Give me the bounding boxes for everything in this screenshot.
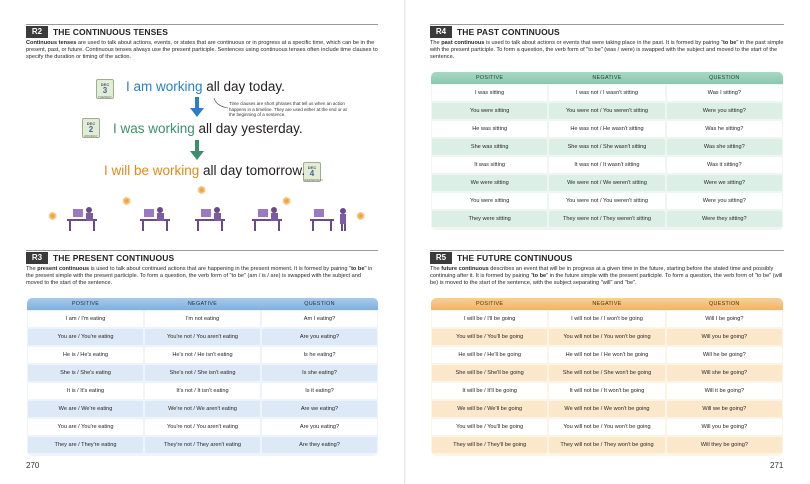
table-cell: She will be / She'll be going — [432, 365, 547, 381]
table-cell: Are you eating? — [262, 329, 377, 345]
table-cell: Will it be going? — [667, 383, 782, 399]
table-row — [431, 120, 783, 138]
table-row — [27, 328, 378, 346]
table-cell: Are we eating? — [262, 401, 377, 417]
table-row — [431, 382, 783, 400]
column-header: POSITIVE — [71, 301, 100, 307]
table-cell: I was not / I wasn't sitting — [549, 85, 664, 101]
office-worker-icon — [138, 205, 176, 231]
table-cell: They're not / They aren't eating — [145, 437, 260, 453]
section-r3 — [26, 250, 378, 288]
table-cell: You were sitting — [432, 103, 547, 119]
table-header — [27, 298, 378, 310]
table-cell: You were not / You weren't sitting — [549, 193, 664, 209]
arrow-down-icon — [190, 140, 204, 162]
table-cell: We will not be / We won't be going — [549, 401, 664, 417]
section-intro: The past continuous is used to talk about actions or events that were taking place in the past. It is formed by pairing "to be" in the past simple with the present participle. To form a question, the verb form of "to be" (was / were) is swapped with the subject and moved to the start of the sentence. — [430, 40, 784, 61]
table-cell: Will he be going? — [667, 347, 782, 363]
table-row — [27, 364, 378, 382]
page-number-right: 271 — [770, 461, 784, 470]
table-cell: She was sitting — [432, 139, 547, 155]
column-header: NEGATIVE — [187, 301, 218, 307]
page-number-left: 270 — [26, 461, 40, 470]
table-cell: We will be / We'll be going — [432, 401, 547, 417]
table-row — [431, 328, 783, 346]
table-cell: She was not / She wasn't sitting — [549, 139, 664, 155]
calendar-icon: DEC 3 TUESDAY — [96, 79, 114, 99]
table-row — [431, 156, 783, 174]
sun-icon: ✺ — [197, 185, 207, 197]
column-header: POSITIVE — [476, 75, 504, 81]
section-header — [430, 24, 784, 38]
time-clause-note: Time clauses are short phrases that tell us when an action happens in a timeline. They are used either at the end or at the beginning of a sentence. — [229, 101, 347, 117]
table-cell: He was not / He wasn't sitting — [549, 121, 664, 137]
table-cell: You will not be / You won't be going — [549, 419, 664, 435]
table-cell: Will we be going? — [667, 401, 782, 417]
table-cell: She's not / She isn't eating — [145, 365, 260, 381]
table-cell: I am / I'm eating — [28, 311, 143, 327]
table-row — [27, 436, 378, 454]
present-continuous-table — [27, 298, 378, 456]
table-cell: We were not / We weren't sitting — [549, 175, 664, 191]
table-cell: It will be / It'll be going — [432, 383, 547, 399]
table-row — [431, 346, 783, 364]
table-row — [431, 210, 783, 228]
section-code: R4 — [430, 26, 452, 38]
office-worker-icon — [250, 205, 288, 231]
table-row — [431, 364, 783, 382]
table-cell: Was she sitting? — [667, 139, 782, 155]
table-cell: It will not be / It won't be going — [549, 383, 664, 399]
table-cell: I was sitting — [432, 85, 547, 101]
table-header — [431, 72, 783, 84]
table-header — [431, 298, 783, 310]
table-cell: It was not / It wasn't sitting — [549, 157, 664, 173]
section-header — [430, 250, 784, 264]
sun-icon: ✺ — [122, 196, 132, 208]
table-cell: I will not be / I won't be going — [549, 311, 664, 327]
table-cell: Were you sitting? — [667, 193, 782, 209]
table-cell: It is / It's eating — [28, 383, 143, 399]
table-row — [431, 310, 783, 328]
sun-icon: ✺ — [282, 196, 292, 208]
section-title: THE CONTINUOUS TENSES — [53, 27, 168, 37]
table-cell: Were you sitting? — [667, 103, 782, 119]
table-cell: We were sitting — [432, 175, 547, 191]
table-cell: They will be / They'll be going — [432, 437, 547, 453]
table-cell: Were they sitting? — [667, 211, 782, 227]
column-header: QUESTION — [709, 301, 740, 307]
sun-icon: ✺ — [356, 211, 366, 223]
table-cell: Is he eating? — [262, 347, 377, 363]
table-cell: Was it sitting? — [667, 157, 782, 173]
section-header — [26, 24, 378, 38]
table-row — [27, 346, 378, 364]
section-r2 — [26, 24, 378, 62]
table-row — [27, 310, 378, 328]
table-cell: I'm not eating — [145, 311, 260, 327]
table-cell: She is / She's eating — [28, 365, 143, 381]
section-code: R5 — [430, 252, 452, 264]
table-cell: Was I sitting? — [667, 85, 782, 101]
sun-icon: ✺ — [48, 211, 58, 223]
table-cell: They are / They're eating — [28, 437, 143, 453]
table-cell: Will I be going? — [667, 311, 782, 327]
table-cell: Are you eating? — [262, 419, 377, 435]
future-continuous-table — [431, 298, 783, 456]
table-cell: Will she be going? — [667, 365, 782, 381]
table-cell: Is it eating? — [262, 383, 377, 399]
table-cell: You will be / You'll be going — [432, 419, 547, 435]
table-cell: You're not / You aren't eating — [145, 329, 260, 345]
table-cell: We are / We're eating — [28, 401, 143, 417]
table-cell: He will not be / He won't be going — [549, 347, 664, 363]
table-cell: Were we sitting? — [667, 175, 782, 191]
table-cell: Will you be going? — [667, 419, 782, 435]
table-cell: They were sitting — [432, 211, 547, 227]
section-title: THE PRESENT CONTINUOUS — [53, 253, 175, 263]
table-cell: You will be / You'll be going — [432, 329, 547, 345]
table-cell: It's not / It isn't eating — [145, 383, 260, 399]
calendar-icon: DEC 2 MONDAY — [82, 118, 100, 138]
table-cell: You will not be / You won't be going — [549, 329, 664, 345]
column-header: NEGATIVE — [592, 301, 622, 307]
table-row — [27, 418, 378, 436]
column-header: NEGATIVE — [592, 75, 622, 81]
table-row — [431, 192, 783, 210]
table-cell: Are they eating? — [262, 437, 377, 453]
section-code: R3 — [26, 252, 48, 264]
table-cell: You were sitting — [432, 193, 547, 209]
section-intro: Continuous tenses are used to talk about actions, events, or states that are continuous or in progress at a specific time, which can be in the present, past, or future. Continuous tenses always use the present participle. Sentences using continuous tenses often include time clauses to specify the duration or timing of the action. — [26, 40, 378, 61]
section-header — [26, 250, 378, 264]
section-code: R2 — [26, 26, 48, 38]
table-row — [431, 138, 783, 156]
office-worker-leaving-icon — [308, 205, 352, 231]
example-sentence-past: I was working all day yesterday. — [113, 121, 303, 136]
table-cell: Was he sitting? — [667, 121, 782, 137]
table-cell: Is she eating? — [262, 365, 377, 381]
office-worker-icon — [193, 205, 231, 231]
column-header: POSITIVE — [476, 301, 504, 307]
section-title: THE FUTURE CONTINUOUS — [457, 253, 573, 263]
table-cell: You are / You're eating — [28, 329, 143, 345]
example-sentence-future: I will be working all day tomorrow. — [104, 163, 306, 178]
calendar-icon: DEC 4 WEDNESDAY — [303, 162, 321, 182]
section-intro: The present continuous is used to talk about continued actions that are happening in the present moment. It is formed by pairing "to be" in the present simple with the present participle. To form a question, the verb form of "to be" (am / is / are) is swapped with the subject and moved to the start of the sentence. — [26, 266, 373, 287]
section-title: THE PAST CONTINUOUS — [457, 27, 560, 37]
table-row — [431, 102, 783, 120]
table-cell: Will you be going? — [667, 329, 782, 345]
table-cell: They will not be / They won't be going — [549, 437, 664, 453]
table-row — [431, 400, 783, 418]
table-cell: You are / You're eating — [28, 419, 143, 435]
pointer-line — [212, 96, 230, 110]
section-r5 — [430, 250, 784, 288]
column-header: QUESTION — [709, 75, 740, 81]
table-cell: Will they be going? — [667, 437, 782, 453]
table-cell: It was sitting — [432, 157, 547, 173]
table-cell: He's not / He isn't eating — [145, 347, 260, 363]
table-cell: He will be / He'll be going — [432, 347, 547, 363]
table-cell: He was sitting — [432, 121, 547, 137]
table-cell: You're not / You aren't eating — [145, 419, 260, 435]
table-row — [27, 382, 378, 400]
table-cell: I will be / I'll be going — [432, 311, 547, 327]
table-cell: They were not / They weren't sitting — [549, 211, 664, 227]
table-row — [27, 400, 378, 418]
example-sentence-present: I am working all day today. — [126, 79, 285, 94]
table-row — [431, 84, 783, 102]
table-row — [431, 436, 783, 454]
table-cell: He is / He's eating — [28, 347, 143, 363]
table-cell: We're not / We aren't eating — [145, 401, 260, 417]
table-row — [431, 418, 783, 436]
book-spine — [404, 0, 406, 484]
table-cell: Am I eating? — [262, 311, 377, 327]
section-r4 — [430, 24, 784, 62]
table-cell: You were not / You weren't sitting — [549, 103, 664, 119]
past-continuous-table — [431, 72, 783, 230]
section-intro: The future continuous describes an event that will be in progress at a given time in the future, starting before the stated time and possibly continuing after it. It is formed by pairing "to be" in the future simple with the present participle. To form a question, the verb form of "to be" (will be) is moved to the start of the sentence, with the subject separating "will" and "be". — [430, 266, 783, 287]
table-cell: She will not be / She won't be going — [549, 365, 664, 381]
column-header: QUESTION — [304, 301, 335, 307]
arrow-down-icon — [190, 97, 204, 119]
table-row — [431, 174, 783, 192]
office-worker-icon — [65, 205, 103, 231]
